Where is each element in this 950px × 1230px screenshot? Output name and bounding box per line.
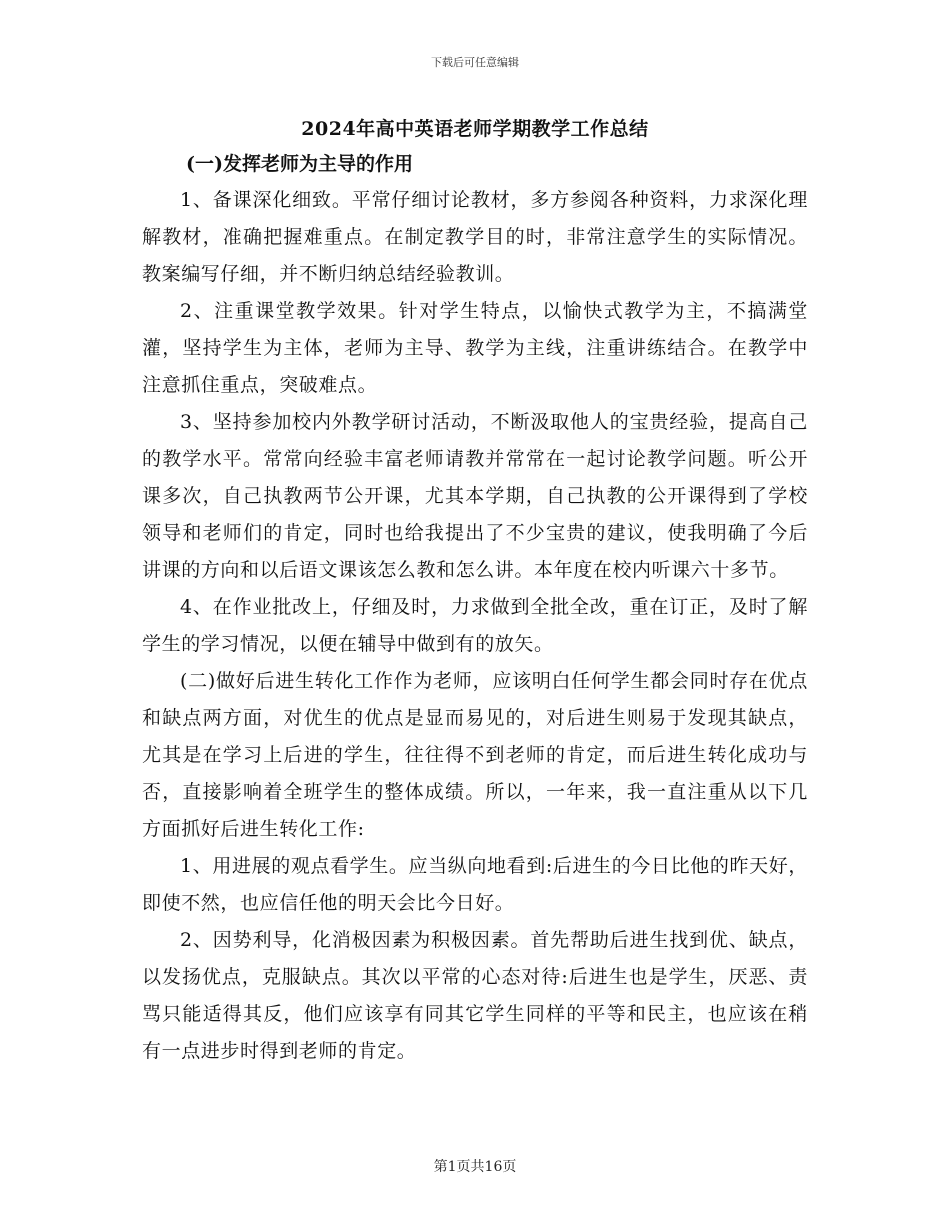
- paragraph-7: 2、因势利导，化消极因素为积极因素。首先帮助后进生找到优、缺点，以发扬优点，克服缺点。其次以平常的心态对待:后进生也是学生，厌恶、责骂只能适得其反，他们应该享有同其它学生同样的平等和民主，也应该在稍有一点进步时得到老师的肯定。: [142, 929, 808, 1062]
- paragraph-2: 2、注重课堂教学效果。针对学生特点，以愉快式教学为主，不搞满堂灌，坚持学生为主体，老师为主导、教学为主线，注重讲练结合。在教学中注意抓住重点，突破难点。: [142, 300, 808, 396]
- paragraph-1: 1、备课深化细致。平常仔细讨论教材，多方参阅各种资料，力求深化理解教材，准确把握难重点。在制定教学目的时，非常注意学生的实际情况。教案编写仔细，并不断归纳总结经验教训。: [142, 189, 808, 285]
- document-body: [142, 146, 808, 1070]
- paragraph-6: 1、用进展的观点看学生。应当纵向地看到:后进生的今日比他的昨天好，即使不然，也应信任他的明天会比今日好。: [142, 855, 808, 914]
- section-heading: (一)发挥老师为主导的作用: [186, 153, 413, 175]
- document-title: 2024年高中英语老师学期教学工作总结: [301, 118, 649, 140]
- paragraph-4: 4、在作业批改上，仔细及时，力求做到全批全改，重在订正，及时了解学生的学习情况，以便在辅导中做到有的放矢。: [142, 596, 808, 655]
- header-note: 下载后可任意编辑: [431, 56, 519, 69]
- page-indicator: 第1页共16页: [433, 1159, 517, 1175]
- paragraph-5: (二)做好后进生转化工作作为老师，应该明白任何学生都会同时存在优点和缺点两方面，对优生的优点是显而易见的，对后进生则易于发现其缺点，尤其是在学习上后进的学生，往往得不到老师的肯定，而后进生转化成功与否，直接影响着全班学生的整体成绩。所以，一年来，我一直注重从以下几方面抓好后进生转化工作:: [142, 670, 808, 840]
- paragraph-3: 3、坚持参加校内外教学研讨活动，不断汲取他人的宝贵经验，提高自己的教学水平。常常向经验丰富老师请教并常常在一起讨论教学问题。听公开课多次，自己执教两节公开课，尤其本学期，自己执教的公开课得到了学校领导和老师们的肯定，同时也给我提出了不少宝贵的建议，使我明确了今后讲课的方向和以后语文课该怎么教和怎么讲。本年度在校内听课六十多节。: [142, 411, 808, 581]
